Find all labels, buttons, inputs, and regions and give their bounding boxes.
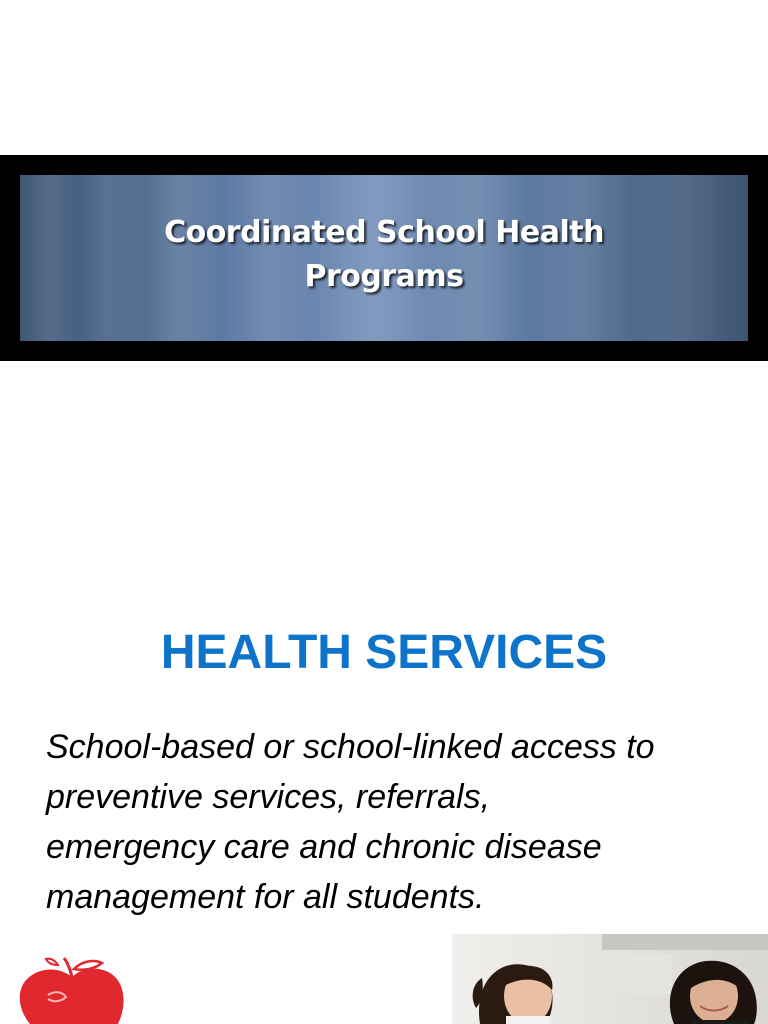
section-heading: HEALTH SERVICES: [160, 626, 608, 679]
body-line-2: preventive services, referrals,: [46, 778, 491, 816]
section-body-text: [46, 722, 736, 922]
title-banner: [20, 175, 748, 341]
body-line-1: School-based or school-linked access to: [46, 728, 655, 766]
title-banner-frame: [0, 155, 768, 361]
body-line-3: emergency care and chronic disease: [46, 828, 602, 866]
body-line-4: management for all students.: [46, 878, 485, 916]
banner-title-line-2: Programs: [304, 259, 464, 294]
banner-title: [104, 211, 664, 299]
apple-icon: [10, 955, 160, 1024]
banner-title-line-1: Coordinated School Health: [164, 215, 604, 250]
health-services-photo: [452, 934, 768, 1024]
